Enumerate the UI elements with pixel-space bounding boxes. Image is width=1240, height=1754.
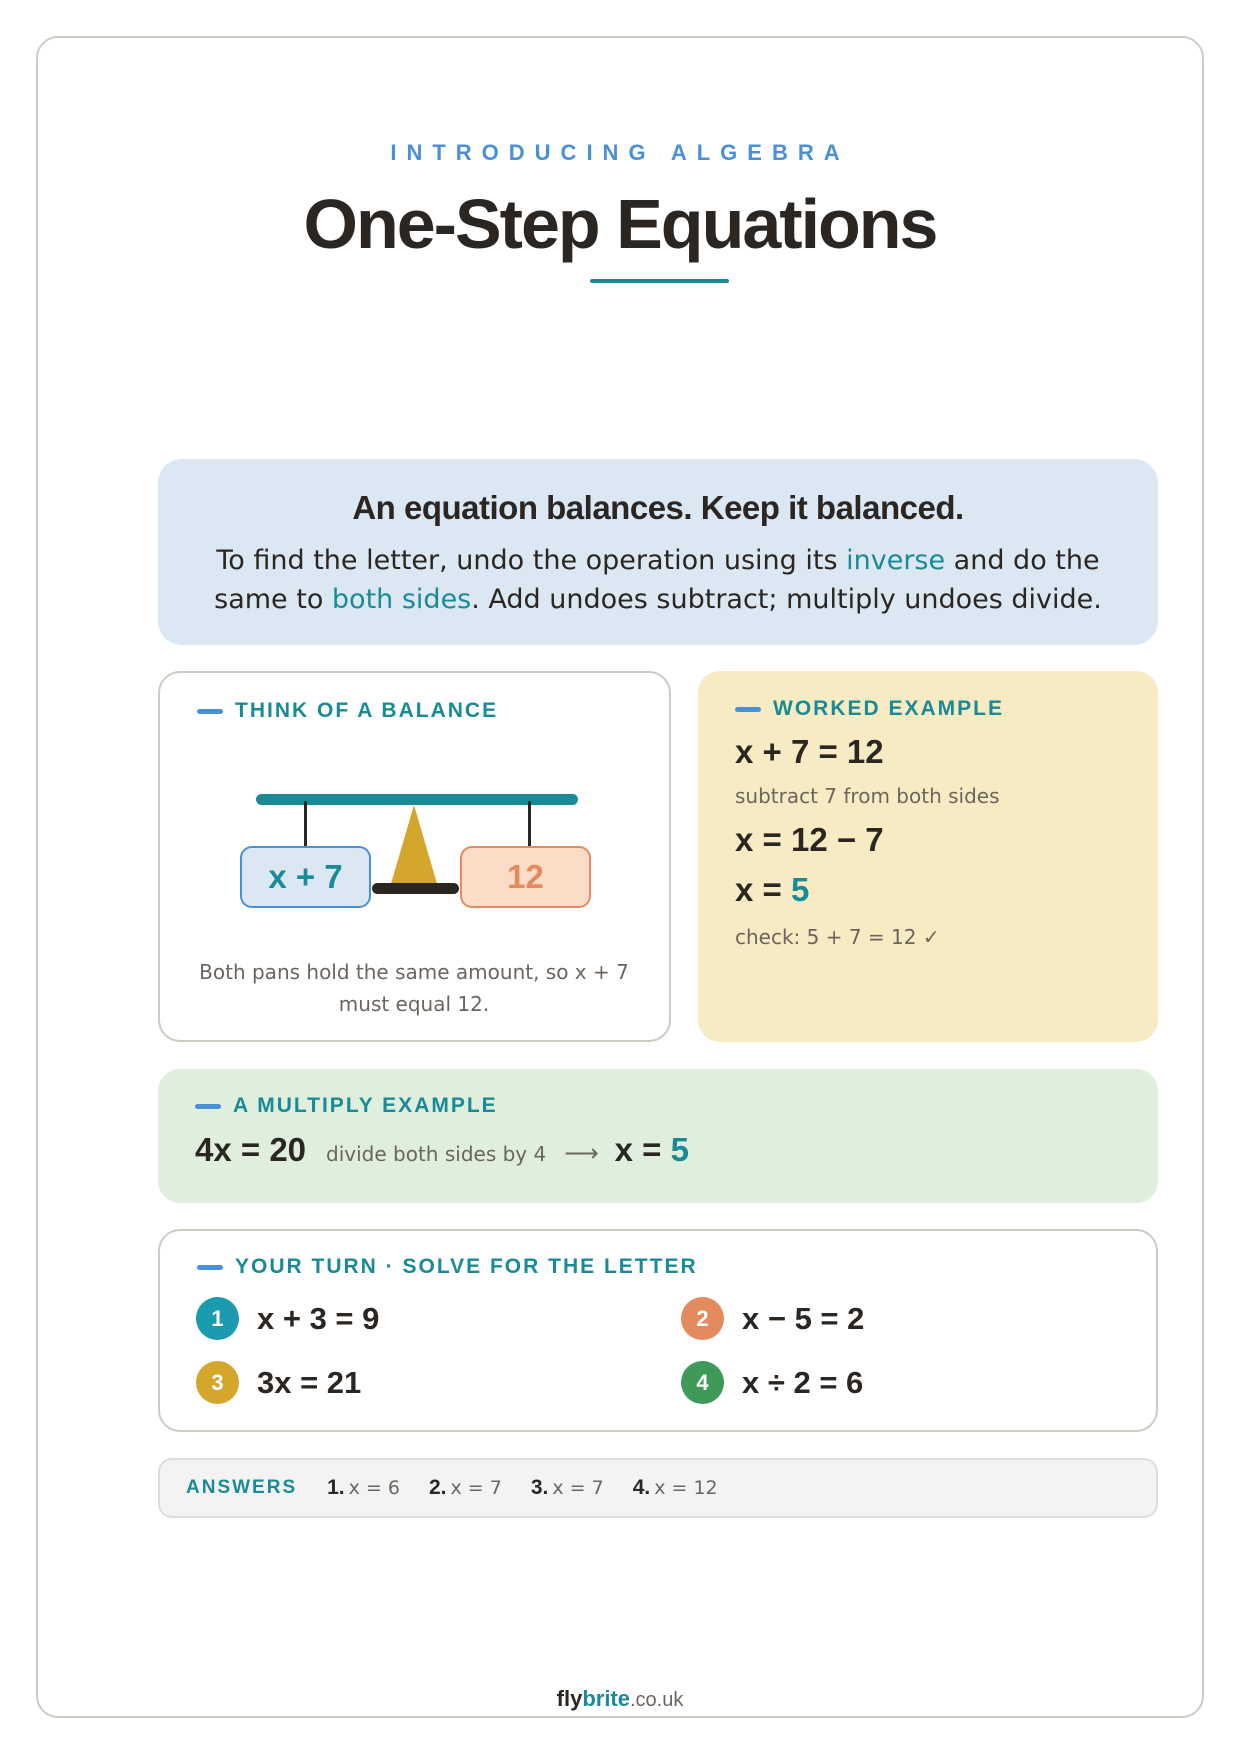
- balance-card: [158, 671, 671, 1042]
- answers-label: ANSWERS: [186, 1477, 298, 1498]
- worked-label: [735, 697, 1004, 721]
- answer-item: [327, 1476, 400, 1500]
- balance-right-string: [528, 801, 531, 849]
- balance-label: [197, 699, 498, 723]
- answer-value: x = 7: [552, 1477, 604, 1499]
- answers-row: [186, 1460, 747, 1516]
- worked-line-3: [735, 871, 809, 909]
- page-title: One-Step Equations: [303, 185, 937, 263]
- problem-equation: x + 3 = 9: [257, 1300, 380, 1336]
- fulcrum-icon: [390, 805, 438, 887]
- multiply-row: [195, 1131, 689, 1169]
- balance-left-string: [304, 801, 307, 849]
- label-dash-icon: [197, 709, 223, 714]
- problem-number-badge: 1: [196, 1297, 239, 1340]
- intro-text: To find the letter, undo the operation using its: [216, 545, 847, 576]
- multiply-label-text: A MULTIPLY EXAMPLE: [233, 1094, 498, 1117]
- intro-highlight-inverse: inverse: [846, 545, 946, 576]
- worked-check: check: 5 + 7 = 12 ✓: [735, 925, 940, 949]
- worked-example-card: [698, 671, 1158, 1042]
- arrow-right-icon: ⟶: [564, 1139, 599, 1167]
- right-pan: 12: [460, 846, 591, 908]
- problem-item: [681, 1297, 864, 1340]
- problem-item: [196, 1361, 361, 1404]
- problem-item: [196, 1297, 379, 1340]
- balance-label-text: THINK OF A BALANCE: [235, 699, 499, 722]
- answer-number: 3.: [530, 1476, 549, 1499]
- balance-caption: Both pans hold the same amount, so x + 7 must equal 12.: [199, 960, 629, 1016]
- intro-text: and do the same to: [214, 545, 1100, 615]
- your-turn-card: [158, 1229, 1158, 1432]
- problem-equation: x ÷ 2 = 6: [742, 1364, 864, 1400]
- multiply-example-card: [158, 1069, 1158, 1203]
- worked-result-value: 5: [790, 871, 810, 908]
- eyebrow: INTRODUCING ALGEBRA: [390, 140, 850, 165]
- brand-part-brite: brite: [582, 1686, 630, 1711]
- answer-item: [633, 1476, 718, 1500]
- worked-result-prefix: x =: [735, 871, 791, 908]
- multiply-equation: 4x = 20: [195, 1131, 307, 1168]
- worksheet-page: [36, 36, 1204, 1718]
- worked-line-1: x + 7 = 12: [735, 733, 884, 770]
- answer-number: 4.: [632, 1476, 651, 1499]
- brand-domain: .co.uk: [630, 1689, 684, 1711]
- multiply-result: [615, 1131, 689, 1169]
- title-underline: [590, 279, 729, 283]
- answer-value: x = 6: [348, 1477, 400, 1499]
- worked-label-text: WORKED EXAMPLE: [773, 697, 1005, 720]
- worked-line-2: x = 12 − 7: [735, 821, 884, 858]
- multiply-result-prefix: x =: [614, 1131, 671, 1168]
- problem-equation: x − 5 = 2: [742, 1300, 865, 1336]
- your-turn-label: [197, 1255, 698, 1279]
- multiply-result-value: 5: [670, 1131, 689, 1168]
- answer-value: x = 12: [654, 1477, 718, 1499]
- problem-number-badge: 4: [681, 1361, 724, 1404]
- label-dash-icon: [735, 707, 761, 712]
- label-dash-icon: [195, 1104, 221, 1109]
- brand-part-fly: fly: [556, 1686, 583, 1711]
- problem-number-badge: 3: [196, 1361, 239, 1404]
- balance-base: [372, 883, 459, 894]
- left-pan: x + 7: [240, 846, 371, 908]
- answer-item: [531, 1476, 604, 1500]
- label-dash-icon: [197, 1265, 223, 1270]
- answers-bar: [158, 1458, 1158, 1518]
- your-turn-label-text: YOUR TURN · SOLVE FOR THE LETTER: [235, 1255, 698, 1278]
- problem-equation: 3x = 21: [257, 1364, 362, 1400]
- intro-highlight-both-sides: both sides: [331, 584, 472, 615]
- answer-number: 1.: [327, 1476, 345, 1499]
- worked-note: subtract 7 from both sides: [735, 784, 1000, 808]
- answer-item: [429, 1476, 502, 1500]
- problem-item: [681, 1361, 863, 1404]
- intro-text: . Add undoes subtract; multiply undoes divide.: [471, 584, 1102, 615]
- answer-number: 2.: [428, 1476, 447, 1499]
- intro-heading: An equation balances. Keep it balanced.: [352, 489, 964, 526]
- problem-number-badge: 2: [681, 1297, 724, 1340]
- multiply-note: divide both sides by 4: [326, 1142, 547, 1166]
- footer-brand: [38, 1686, 1202, 1712]
- multiply-label: [195, 1094, 498, 1118]
- intro-body: [198, 541, 1118, 619]
- intro-box: [158, 459, 1158, 645]
- answer-value: x = 7: [450, 1477, 502, 1499]
